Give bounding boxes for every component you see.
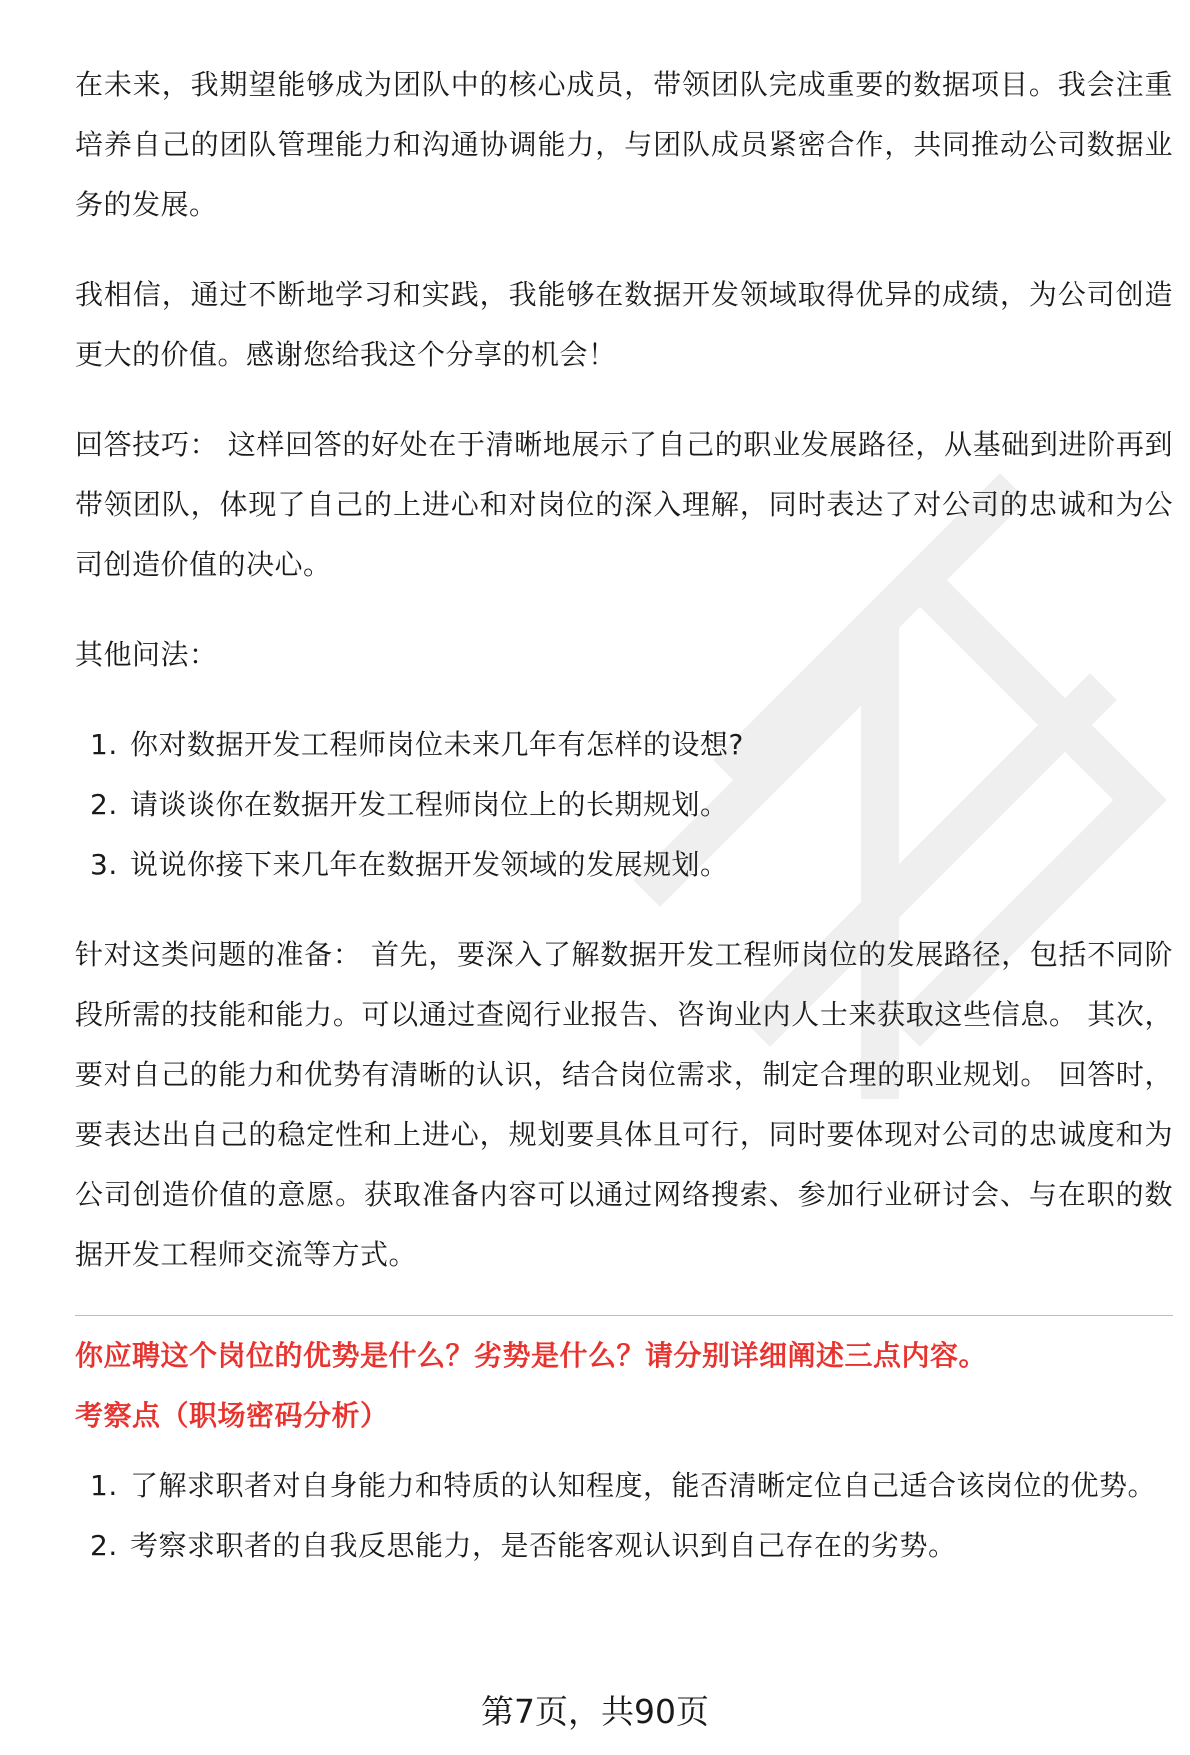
section-question-heading: 你应聘这个岗位的优势是什么？劣势是什么？请分别详细阐述三点内容。: [75, 1339, 988, 1372]
list-item-number: 2.: [90, 1529, 118, 1562]
list-item-number: 3.: [90, 848, 118, 881]
paragraph-preparation: 针对这类问题的准备： 首先，要深入了解数据开发工程师岗位的发展路径，包括不同阶段所需的技能和能力。可以通过查阅行业报告、咨询业内人士来获取这些信息。 其次，要对自己的能力和优势有清晰的认识，结合岗位需求，制定合理的职业规划。 回答时，要表达出自己的稳定性和上进心，规划要具体且可行，同时要体现对公司的忠诚度和为公司创造价值的意愿。获取准备内容可以通过网络搜索、参加行业研讨会、与在职的数据开发工程师交流等方式。: [75, 938, 1173, 1271]
section-divider: [75, 1315, 1173, 1316]
list-item-number: 1.: [90, 728, 118, 761]
paragraph-belief: 我相信，通过不断地学习和实践，我能够在数据开发领域取得优异的成绩，为公司创造更大的价值。感谢您给我这个分享的机会！: [75, 278, 1173, 371]
paragraph-other-questions-heading: 其他问法：: [75, 638, 218, 671]
list-item: [75, 775, 1173, 835]
exam-points-list: [75, 1456, 1173, 1576]
list-item: [75, 1516, 1173, 1576]
list-item-number: 1.: [90, 1469, 118, 1502]
list-item-text: 说说你接下来几年在数据开发领域的发展规划。: [130, 848, 729, 881]
exam-point-heading: 考察点（职场密码分析）: [75, 1399, 389, 1432]
paragraph-answer-tips: 回答技巧： 这样回答的好处在于清晰地展示了自己的职业发展路径，从基础到进阶再到带领团队，体现了自己的上进心和对岗位的深入理解，同时表达了对公司的忠诚和为公司创造价值的决心。: [75, 428, 1173, 581]
paragraph-future-goal: 在未来，我期望能够成为团队中的核心成员，带领团队完成重要的数据项目。我会注重培养自己的团队管理能力和沟通协调能力，与团队成员紧密合作，共同推动公司数据业务的发展。: [75, 68, 1173, 221]
page-number: 第7页，共90页: [481, 1692, 709, 1731]
list-item-number: 2.: [90, 788, 118, 821]
list-item-text: 你对数据开发工程师岗位未来几年有怎样的设想?: [130, 728, 744, 761]
list-item-text: 考察求职者的自我反思能力，是否能客观认识到自己存在的劣势。: [130, 1529, 957, 1562]
list-item-text: 了解求职者对自身能力和特质的认知程度，能否清晰定位自己适合该岗位的优势。: [130, 1469, 1157, 1502]
list-item-text: 请谈谈你在数据开发工程师岗位上的长期规划。: [130, 788, 729, 821]
list-item: [75, 835, 1173, 895]
list-item: [75, 1456, 1173, 1516]
other-questions-list: [75, 715, 1173, 895]
list-item: [75, 715, 1173, 775]
main-content: [75, 55, 1173, 1606]
